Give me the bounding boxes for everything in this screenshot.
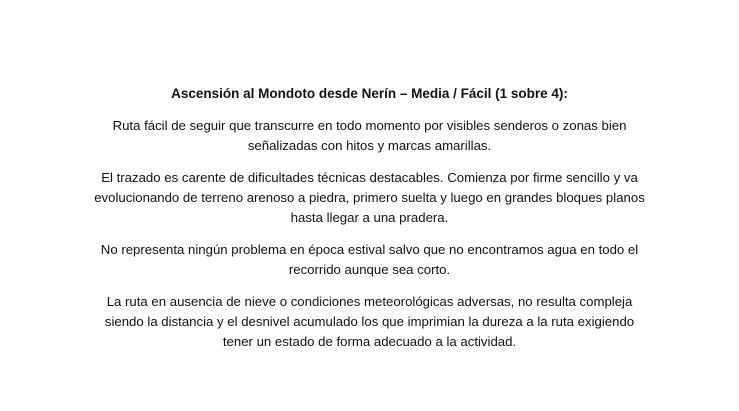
paragraph-line: tener un estado de forma adecuado a la actividad. [222, 334, 517, 349]
paragraph-line: siendo la distancia y el desnivel acumulado los que imprimian la dureza a la ruta exigiendo [104, 314, 635, 329]
paragraph-line: No representa ningún problema en época estival salvo que no encontramos agua en todo el [100, 242, 639, 257]
paragraph-line: Ruta fácil de seguir que transcurre en todo momento por visibles senderos o zonas bien [112, 118, 627, 133]
paragraph-line: El trazado es carente de dificultades técnicas destacables. Comienza por firme sencillo y va [101, 170, 638, 185]
paragraph-route-terrain [70, 168, 670, 228]
paragraph-line: La ruta en ausencia de nieve o condiciones meteorológicas adversas, no resulta compleja [106, 294, 633, 309]
paragraph-line: hasta llegar a una pradera. [290, 210, 449, 225]
paragraph-line: evolucionando de terreno arenoso a piedra, primero suelta y luego en grandes bloques planos [94, 190, 645, 205]
document-title: Ascensión al Mondoto desde Nerín – Media / Fácil (1 sobre 4): [171, 86, 568, 101]
paragraph-line: recorrido aunque sea corto. [288, 262, 451, 277]
paragraph-route-difficulty [70, 292, 670, 352]
paragraph-line: señalizadas con hitos y marcas amarillas. [247, 138, 492, 153]
paragraph-route-water [70, 240, 670, 280]
paragraph-route-description [70, 116, 670, 156]
